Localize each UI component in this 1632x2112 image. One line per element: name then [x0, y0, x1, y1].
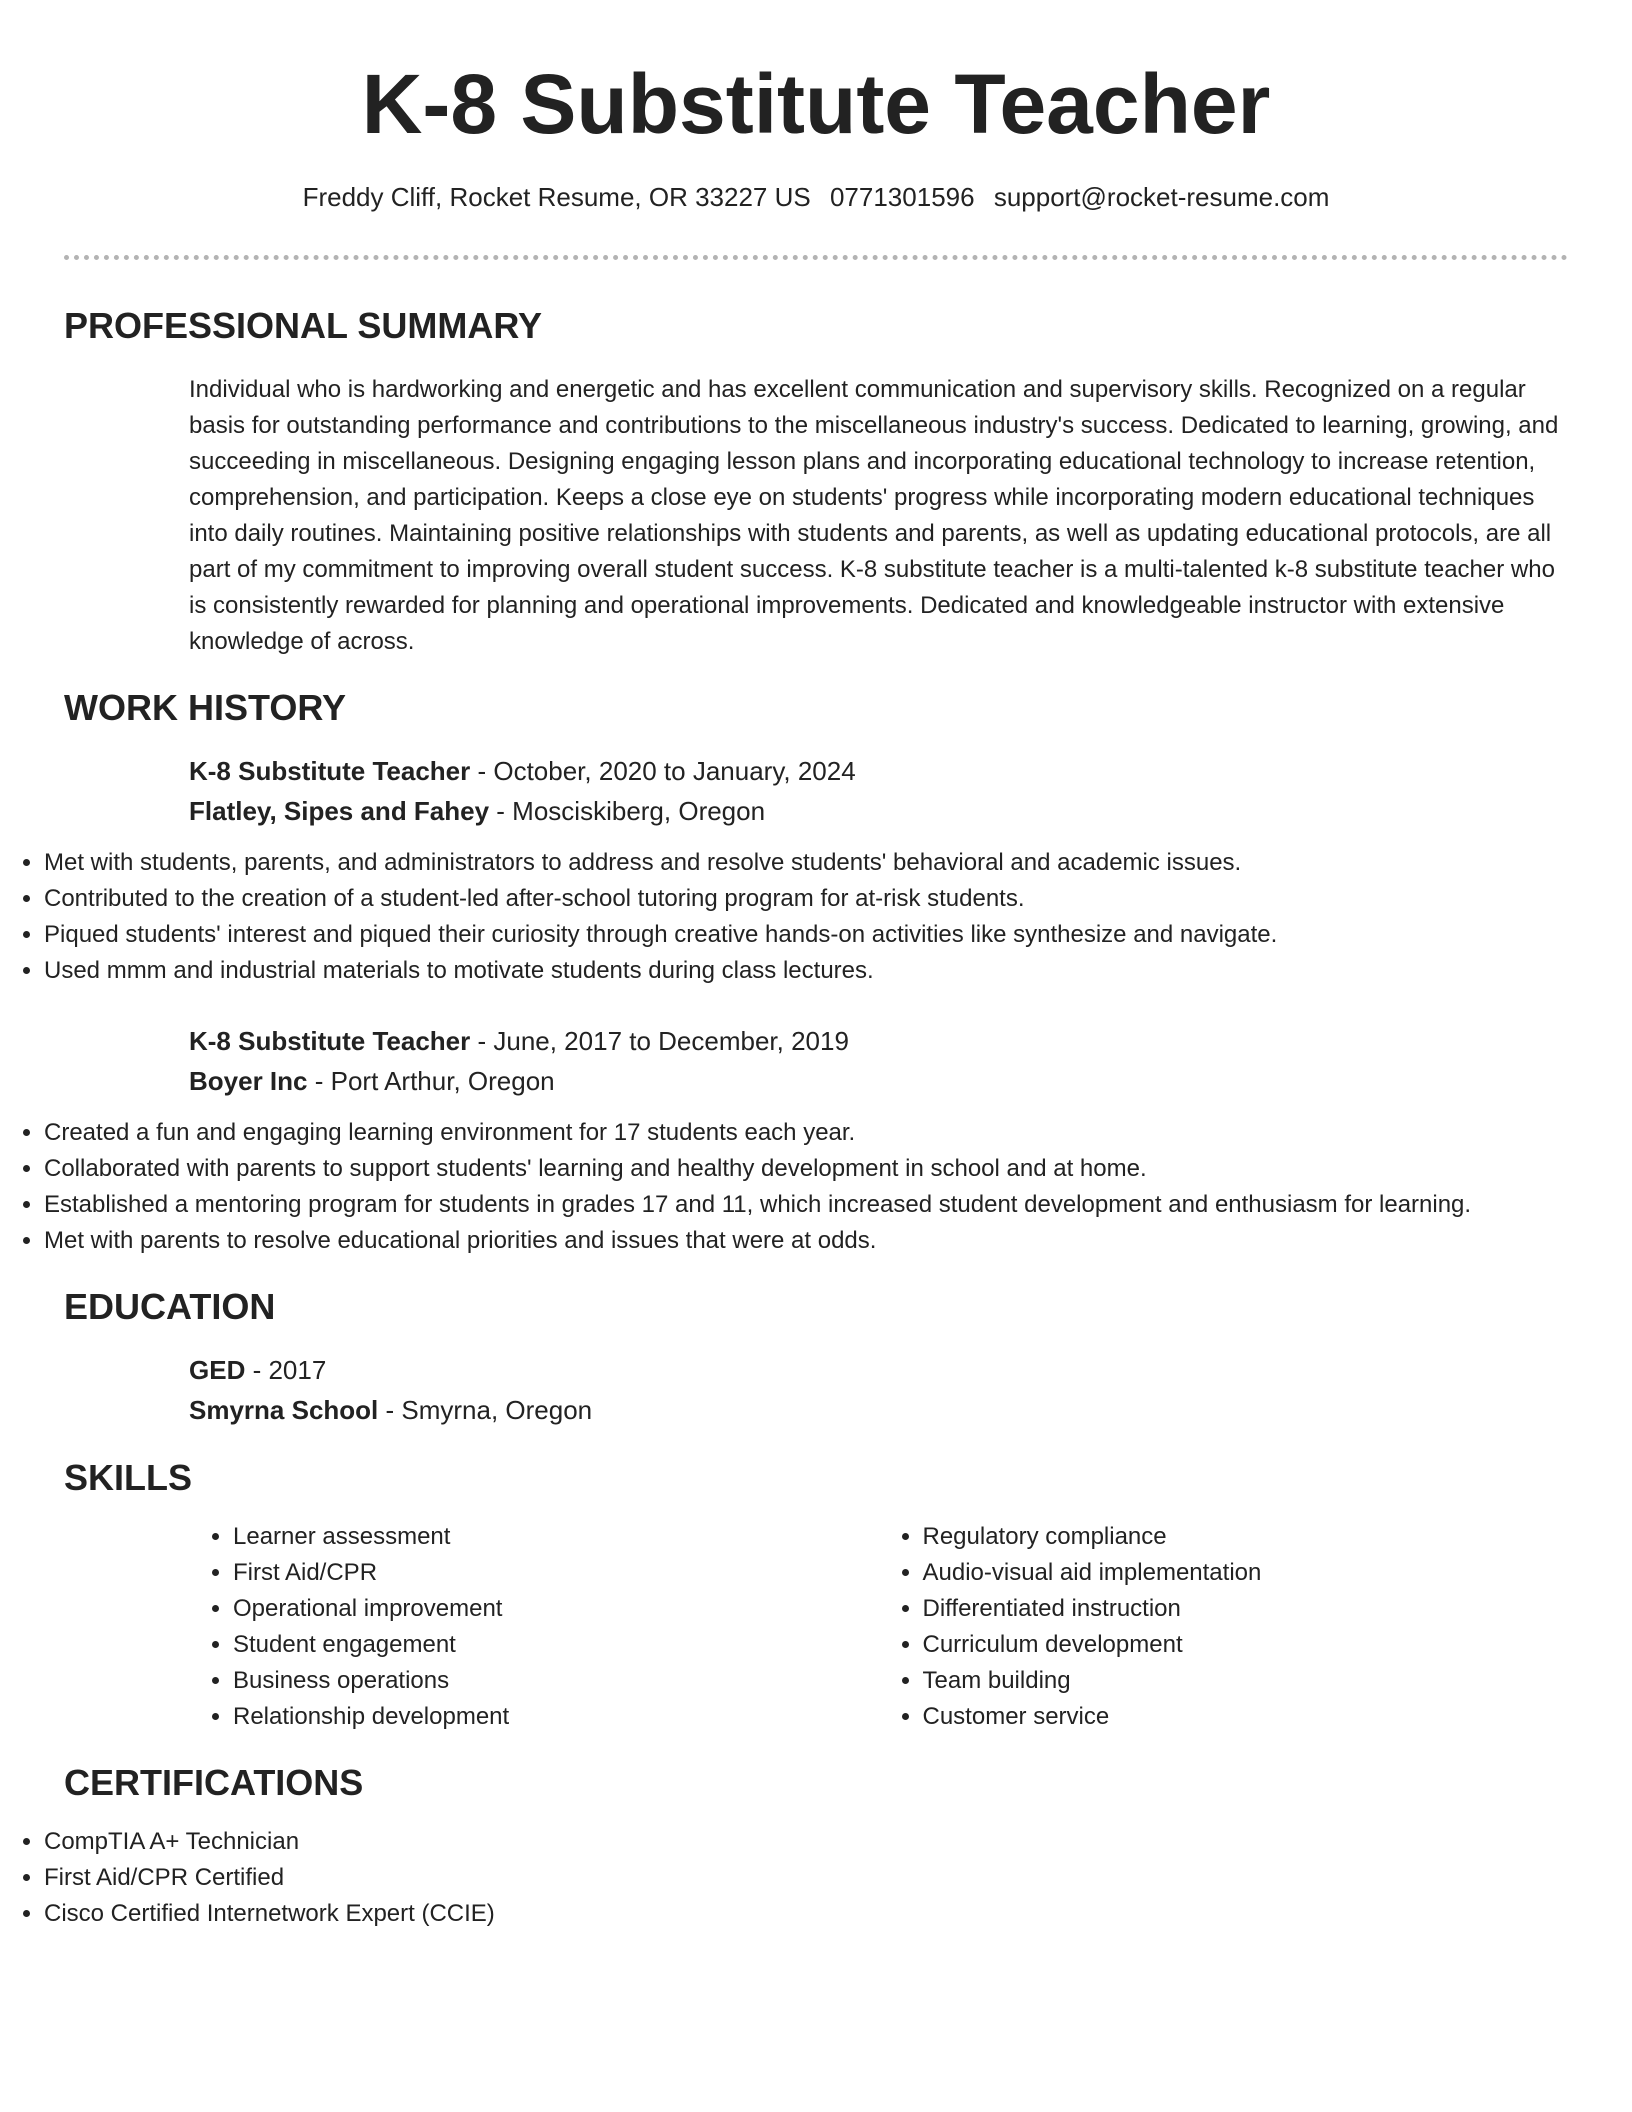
- list-item: • Differentiated instruction: [923, 1591, 1569, 1627]
- list-item: • Audio-visual aid implementation: [923, 1555, 1569, 1591]
- skills-list-right: [879, 1519, 1569, 1735]
- list-item: • Regulatory compliance: [923, 1519, 1569, 1555]
- job-dates: - June, 2017 to December, 2019: [470, 1025, 849, 1056]
- list-item: • Customer service: [923, 1699, 1569, 1735]
- list-item: • Cisco Certified Internetwork Expert (CCIE): [44, 1896, 1632, 1932]
- list-item: • First Aid/CPR: [233, 1555, 879, 1591]
- resume-title: K-8 Substitute Teacher: [361, 57, 1271, 151]
- summary-heading: PROFESSIONAL SUMMARY: [64, 305, 543, 347]
- list-item: • Met with parents to resolve educational priorities and issues that were at odds.: [44, 1223, 1632, 1259]
- education-school-line: [189, 1390, 1568, 1430]
- job-location: - Port Arthur, Oregon: [307, 1065, 555, 1096]
- list-item: • Created a fun and engaging learning environment for 17 students each year.: [44, 1115, 1632, 1151]
- job-bullets: [0, 845, 1632, 989]
- list-item: • Relationship development: [233, 1699, 879, 1735]
- job-company-line: [189, 791, 1568, 831]
- header-divider: [64, 255, 1568, 260]
- job-title: K-8 Substitute Teacher: [189, 755, 471, 786]
- education-degree-line: [189, 1350, 1568, 1390]
- skills-heading: SKILLS: [64, 1456, 193, 1498]
- summary-text: Individual who is hardworking and energetic and has excellent communication and supervisory skills. Recognized on a regular basis for outstanding performance and contributions to the miscellaneous industry's success. Dedicated to learning, growing, and succeeding in miscellaneous. Designing engaging lesson plans and incorporating educational technology to increase retention, comprehension, and participation. Keeps a close eye on students' progress while incorporating modern educational techniques into daily routines. Maintaining positive relationships with students and parents, as well as updating educational protocols, are all part of my commitment to improving overall student success. K-8 substitute teacher is a multi-talented k-8 substitute teacher who is consistently rewarded for planning and operational improvements. Dedicated and knowledgeable instructor with extensive knowledge of across.: [189, 375, 1559, 655]
- list-item: • Student engagement: [233, 1627, 879, 1663]
- certifications-list: [0, 1824, 1632, 1932]
- list-item: • Met with students, parents, and administrators to address and resolve students' behavioral and academic issues.: [44, 845, 1632, 881]
- certifications-heading: CERTIFICATIONS: [64, 1762, 364, 1804]
- job-company: Boyer Inc: [189, 1065, 308, 1096]
- education-school: Smyrna School: [189, 1394, 379, 1425]
- contact-line: [0, 182, 1632, 213]
- job-company: Flatley, Sipes and Fahey: [189, 795, 490, 826]
- education-location: - Smyrna, Oregon: [378, 1394, 593, 1425]
- job-entry: [189, 751, 1568, 831]
- list-item: • Curriculum development: [923, 1627, 1569, 1663]
- list-item: • Collaborated with parents to support students' learning and healthy development in school and at home.: [44, 1151, 1632, 1187]
- job-company-line: [189, 1061, 1568, 1101]
- list-item: • Learner assessment: [233, 1519, 879, 1555]
- contact-phone: 0771301596: [829, 182, 975, 213]
- list-item: • Business operations: [233, 1663, 879, 1699]
- list-item: • Used mmm and industrial materials to motivate students during class lectures.: [44, 953, 1632, 989]
- job-title-line: [189, 751, 1568, 791]
- job-dates: - October, 2020 to January, 2024: [470, 755, 856, 786]
- list-item: • Contributed to the creation of a student-led after-school tutoring program for at-risk students.: [44, 881, 1632, 917]
- education-heading: EDUCATION: [64, 1285, 276, 1327]
- job-title: K-8 Substitute Teacher: [189, 1025, 471, 1056]
- contact-email: support@rocket-resume.com: [993, 182, 1330, 213]
- list-item: • First Aid/CPR Certified: [44, 1860, 1632, 1896]
- job-title-line: [189, 1021, 1568, 1061]
- list-item: • CompTIA A+ Technician: [44, 1824, 1632, 1860]
- list-item: • Established a mentoring program for students in grades 17 and 11, which increased student development and enthusiasm for learning.: [44, 1187, 1632, 1223]
- job-location: - Mosciskiberg, Oregon: [489, 795, 766, 826]
- list-item: • Operational improvement: [233, 1591, 879, 1627]
- work-history-heading: WORK HISTORY: [64, 686, 347, 728]
- skills-list-left: [189, 1519, 879, 1735]
- skills-grid: [189, 1519, 1568, 1735]
- job-entry: [189, 1021, 1568, 1101]
- job-bullets: [0, 1115, 1632, 1259]
- education-year: - 2017: [245, 1354, 327, 1385]
- list-item: • Team building: [923, 1663, 1569, 1699]
- education-degree: GED: [189, 1354, 246, 1385]
- contact-address: Freddy Cliff, Rocket Resume, OR 33227 US: [302, 182, 811, 213]
- education-entry: [189, 1350, 1568, 1430]
- list-item: • Piqued students' interest and piqued their curiosity through creative hands-on activities like synthesize and navigate.: [44, 917, 1632, 953]
